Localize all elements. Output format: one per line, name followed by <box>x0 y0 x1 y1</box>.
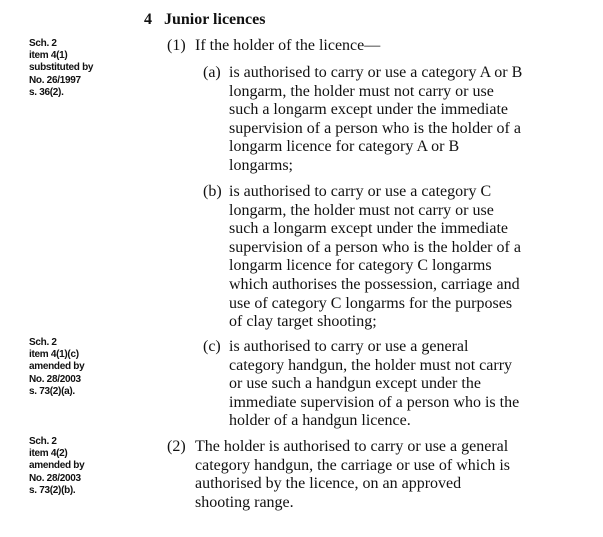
section-title: Junior licences <box>164 11 266 28</box>
paragraph-a <box>203 64 533 176</box>
subsection-1 <box>167 37 567 56</box>
subsection-label: (2) <box>167 438 186 455</box>
paragraph-text: is authorised to carry or use a category C longarm, the holder must not carry or use such a longarm except under the immediate supervision of a person who is the holder of a longarm licence for category C longarms which authorises the possession, carriage and use of category C longarms for the purposes of clay target shooting; <box>229 183 521 331</box>
margin-note: Sch. 2 item 4(2) amended by No. 28/2003 s. 73(2)(b). <box>29 436 85 496</box>
paragraph-label: (a) <box>203 64 221 81</box>
paragraph-b <box>203 183 533 332</box>
subsection-text: If the holder of the licence— <box>195 37 381 54</box>
subsection-2 <box>167 438 522 512</box>
paragraph-text: is authorised to carry or use a category A or B longarm, the holder must not carry or use such a longarm except under the immediate supervision of a person who is the holder of a longarm licence for category A or B longarms; <box>229 64 523 174</box>
margin-note: Sch. 2 item 4(1) substituted by No. 26/1997 s. 36(2). <box>29 38 94 98</box>
paragraph-label: (c) <box>203 338 221 355</box>
section-number: 4 <box>144 11 152 28</box>
subsection-text: The holder is authorised to carry or use a general category handgun, the carriage or use of which is authorised by the licence, on an approved shooting range. <box>195 438 510 511</box>
paragraph-c <box>203 338 533 431</box>
paragraph-text: is authorised to carry or use a general category handgun, the holder must not carry or use such a handgun except under the immediate supervision of a person who is the holder of a handgun licence. <box>229 338 520 430</box>
margin-note: Sch. 2 item 4(1)(c) amended by No. 28/2003 s. 73(2)(a). <box>29 337 85 397</box>
section-heading <box>144 10 265 30</box>
paragraph-label: (b) <box>203 183 222 200</box>
subsection-label: (1) <box>167 37 186 54</box>
